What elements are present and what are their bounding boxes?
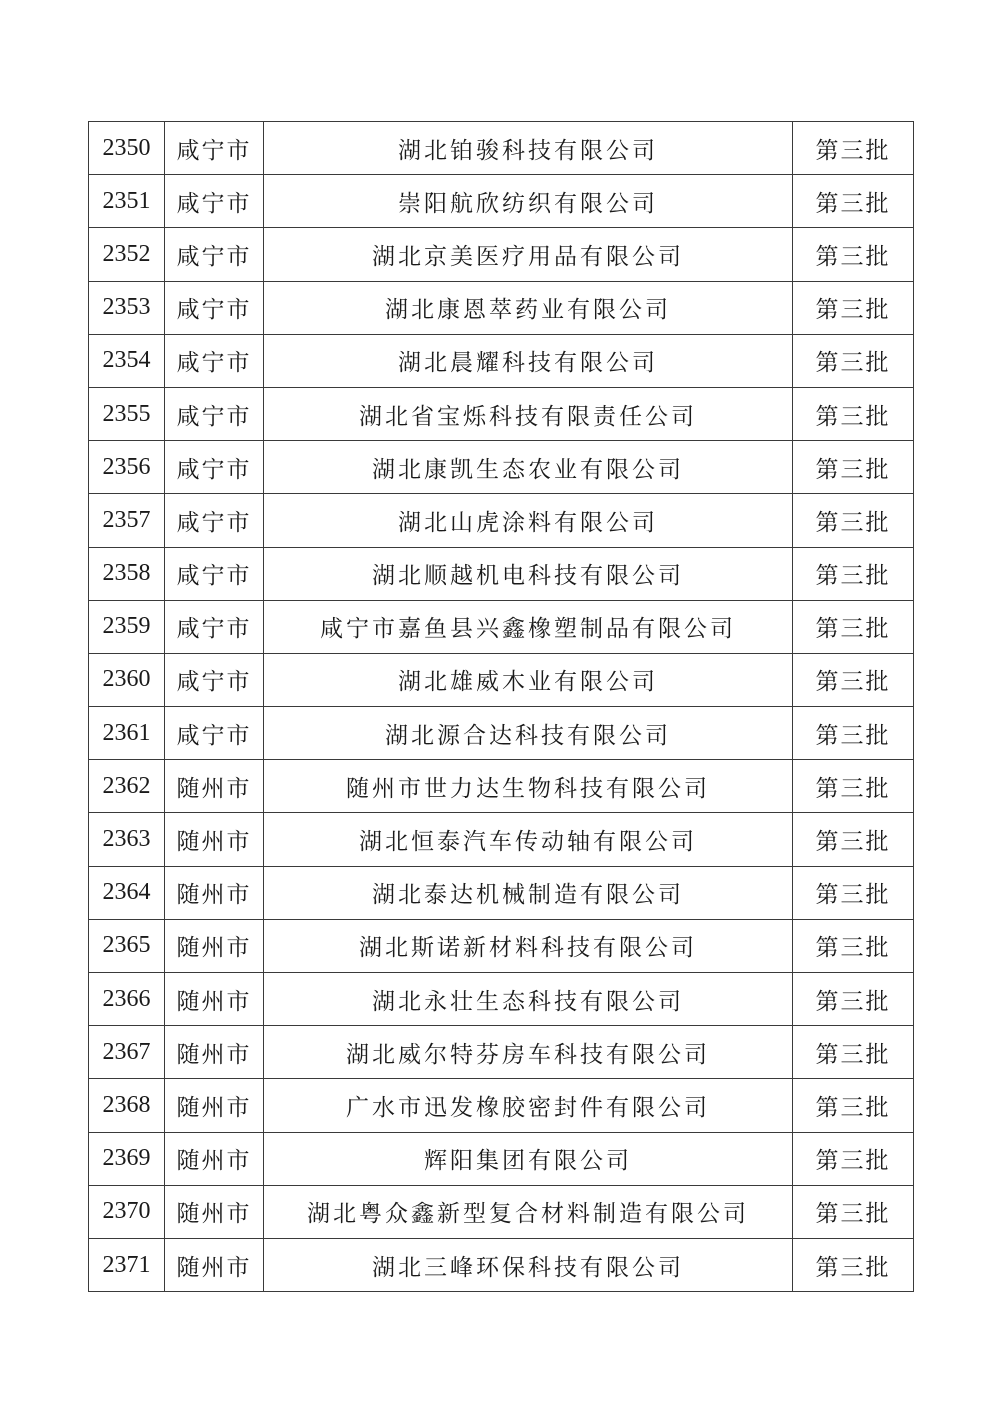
city-cell: 随州市 [165, 866, 264, 919]
city-cell: 咸宁市 [165, 122, 264, 175]
batch-cell: 第三批 [793, 175, 914, 228]
city-cell: 咸宁市 [165, 707, 264, 760]
table-row [89, 175, 914, 228]
batch-cell: 第三批 [793, 1132, 914, 1185]
company-name-cell: 湖北恒泰汽车传动轴有限公司 [264, 813, 793, 866]
city-cell: 随州市 [165, 1079, 264, 1132]
row-number-cell: 2367 [89, 1026, 165, 1079]
row-number-cell: 2352 [89, 228, 165, 281]
batch-cell: 第三批 [793, 1026, 914, 1079]
city-cell: 咸宁市 [165, 228, 264, 281]
city-cell: 随州市 [165, 760, 264, 813]
batch-cell: 第三批 [793, 281, 914, 334]
batch-cell: 第三批 [793, 122, 914, 175]
batch-cell: 第三批 [793, 707, 914, 760]
table-row [89, 228, 914, 281]
table-row [89, 1026, 914, 1079]
city-cell: 咸宁市 [165, 387, 264, 440]
city-cell: 咸宁市 [165, 600, 264, 653]
row-number-cell: 2362 [89, 760, 165, 813]
company-name-cell: 湖北康恩萃药业有限公司 [264, 281, 793, 334]
table-row [89, 281, 914, 334]
company-name-cell: 湖北雄威木业有限公司 [264, 653, 793, 706]
company-name-cell: 咸宁市嘉鱼县兴鑫橡塑制品有限公司 [264, 600, 793, 653]
city-cell: 咸宁市 [165, 494, 264, 547]
row-number-cell: 2351 [89, 175, 165, 228]
table-row [89, 122, 914, 175]
city-cell: 随州市 [165, 1132, 264, 1185]
table-row [89, 387, 914, 440]
table-row [89, 813, 914, 866]
batch-cell: 第三批 [793, 1238, 914, 1291]
table-row [89, 919, 914, 972]
table-row [89, 441, 914, 494]
row-number-cell: 2360 [89, 653, 165, 706]
table-row [89, 760, 914, 813]
row-number-cell: 2364 [89, 866, 165, 919]
batch-cell: 第三批 [793, 334, 914, 387]
batch-cell: 第三批 [793, 600, 914, 653]
batch-cell: 第三批 [793, 973, 914, 1026]
table-row [89, 494, 914, 547]
city-cell: 随州市 [165, 1026, 264, 1079]
company-name-cell: 湖北三峰环保科技有限公司 [264, 1238, 793, 1291]
city-cell: 随州市 [165, 919, 264, 972]
row-number-cell: 2361 [89, 707, 165, 760]
row-number-cell: 2371 [89, 1238, 165, 1291]
row-number-cell: 2363 [89, 813, 165, 866]
company-name-cell: 随州市世力达生物科技有限公司 [264, 760, 793, 813]
row-number-cell: 2359 [89, 600, 165, 653]
company-name-cell: 湖北源合达科技有限公司 [264, 707, 793, 760]
row-number-cell: 2366 [89, 973, 165, 1026]
table-row [89, 707, 914, 760]
company-name-cell: 湖北顺越机电科技有限公司 [264, 547, 793, 600]
company-name-cell: 湖北康凯生态农业有限公司 [264, 441, 793, 494]
row-number-cell: 2358 [89, 547, 165, 600]
row-number-cell: 2365 [89, 919, 165, 972]
city-cell: 随州市 [165, 1238, 264, 1291]
company-list-table [88, 121, 914, 1292]
table-row [89, 1238, 914, 1291]
table-row [89, 600, 914, 653]
batch-cell: 第三批 [793, 547, 914, 600]
city-cell: 咸宁市 [165, 653, 264, 706]
city-cell: 随州市 [165, 1185, 264, 1238]
row-number-cell: 2353 [89, 281, 165, 334]
batch-cell: 第三批 [793, 919, 914, 972]
batch-cell: 第三批 [793, 228, 914, 281]
company-name-cell: 湖北省宝烁科技有限责任公司 [264, 387, 793, 440]
city-cell: 咸宁市 [165, 281, 264, 334]
city-cell: 咸宁市 [165, 547, 264, 600]
batch-cell: 第三批 [793, 1185, 914, 1238]
batch-cell: 第三批 [793, 441, 914, 494]
table-row [89, 1185, 914, 1238]
table-row [89, 866, 914, 919]
company-name-cell: 湖北永壮生态科技有限公司 [264, 973, 793, 1026]
table-row [89, 334, 914, 387]
batch-cell: 第三批 [793, 760, 914, 813]
city-cell: 咸宁市 [165, 441, 264, 494]
batch-cell: 第三批 [793, 866, 914, 919]
city-cell: 随州市 [165, 813, 264, 866]
table-row [89, 653, 914, 706]
batch-cell: 第三批 [793, 1079, 914, 1132]
row-number-cell: 2368 [89, 1079, 165, 1132]
company-name-cell: 湖北斯诺新材料科技有限公司 [264, 919, 793, 972]
city-cell: 咸宁市 [165, 334, 264, 387]
company-name-cell: 湖北山虎涂料有限公司 [264, 494, 793, 547]
company-list-body [89, 122, 914, 1292]
table-row [89, 1079, 914, 1132]
company-name-cell: 湖北京美医疗用品有限公司 [264, 228, 793, 281]
company-name-cell: 广水市迅发橡胶密封件有限公司 [264, 1079, 793, 1132]
row-number-cell: 2355 [89, 387, 165, 440]
batch-cell: 第三批 [793, 494, 914, 547]
city-cell: 随州市 [165, 973, 264, 1026]
batch-cell: 第三批 [793, 653, 914, 706]
row-number-cell: 2369 [89, 1132, 165, 1185]
batch-cell: 第三批 [793, 813, 914, 866]
table-row [89, 547, 914, 600]
company-name-cell: 湖北威尔特芬房车科技有限公司 [264, 1026, 793, 1079]
table-row [89, 1132, 914, 1185]
company-name-cell: 湖北晨耀科技有限公司 [264, 334, 793, 387]
batch-cell: 第三批 [793, 387, 914, 440]
row-number-cell: 2357 [89, 494, 165, 547]
company-name-cell: 湖北铂骏科技有限公司 [264, 122, 793, 175]
company-name-cell: 湖北粤众鑫新型复合材料制造有限公司 [264, 1185, 793, 1238]
company-name-cell: 湖北泰达机械制造有限公司 [264, 866, 793, 919]
row-number-cell: 2370 [89, 1185, 165, 1238]
company-name-cell: 崇阳航欣纺织有限公司 [264, 175, 793, 228]
row-number-cell: 2356 [89, 441, 165, 494]
company-name-cell: 辉阳集团有限公司 [264, 1132, 793, 1185]
row-number-cell: 2354 [89, 334, 165, 387]
table-row [89, 973, 914, 1026]
city-cell: 咸宁市 [165, 175, 264, 228]
row-number-cell: 2350 [89, 122, 165, 175]
